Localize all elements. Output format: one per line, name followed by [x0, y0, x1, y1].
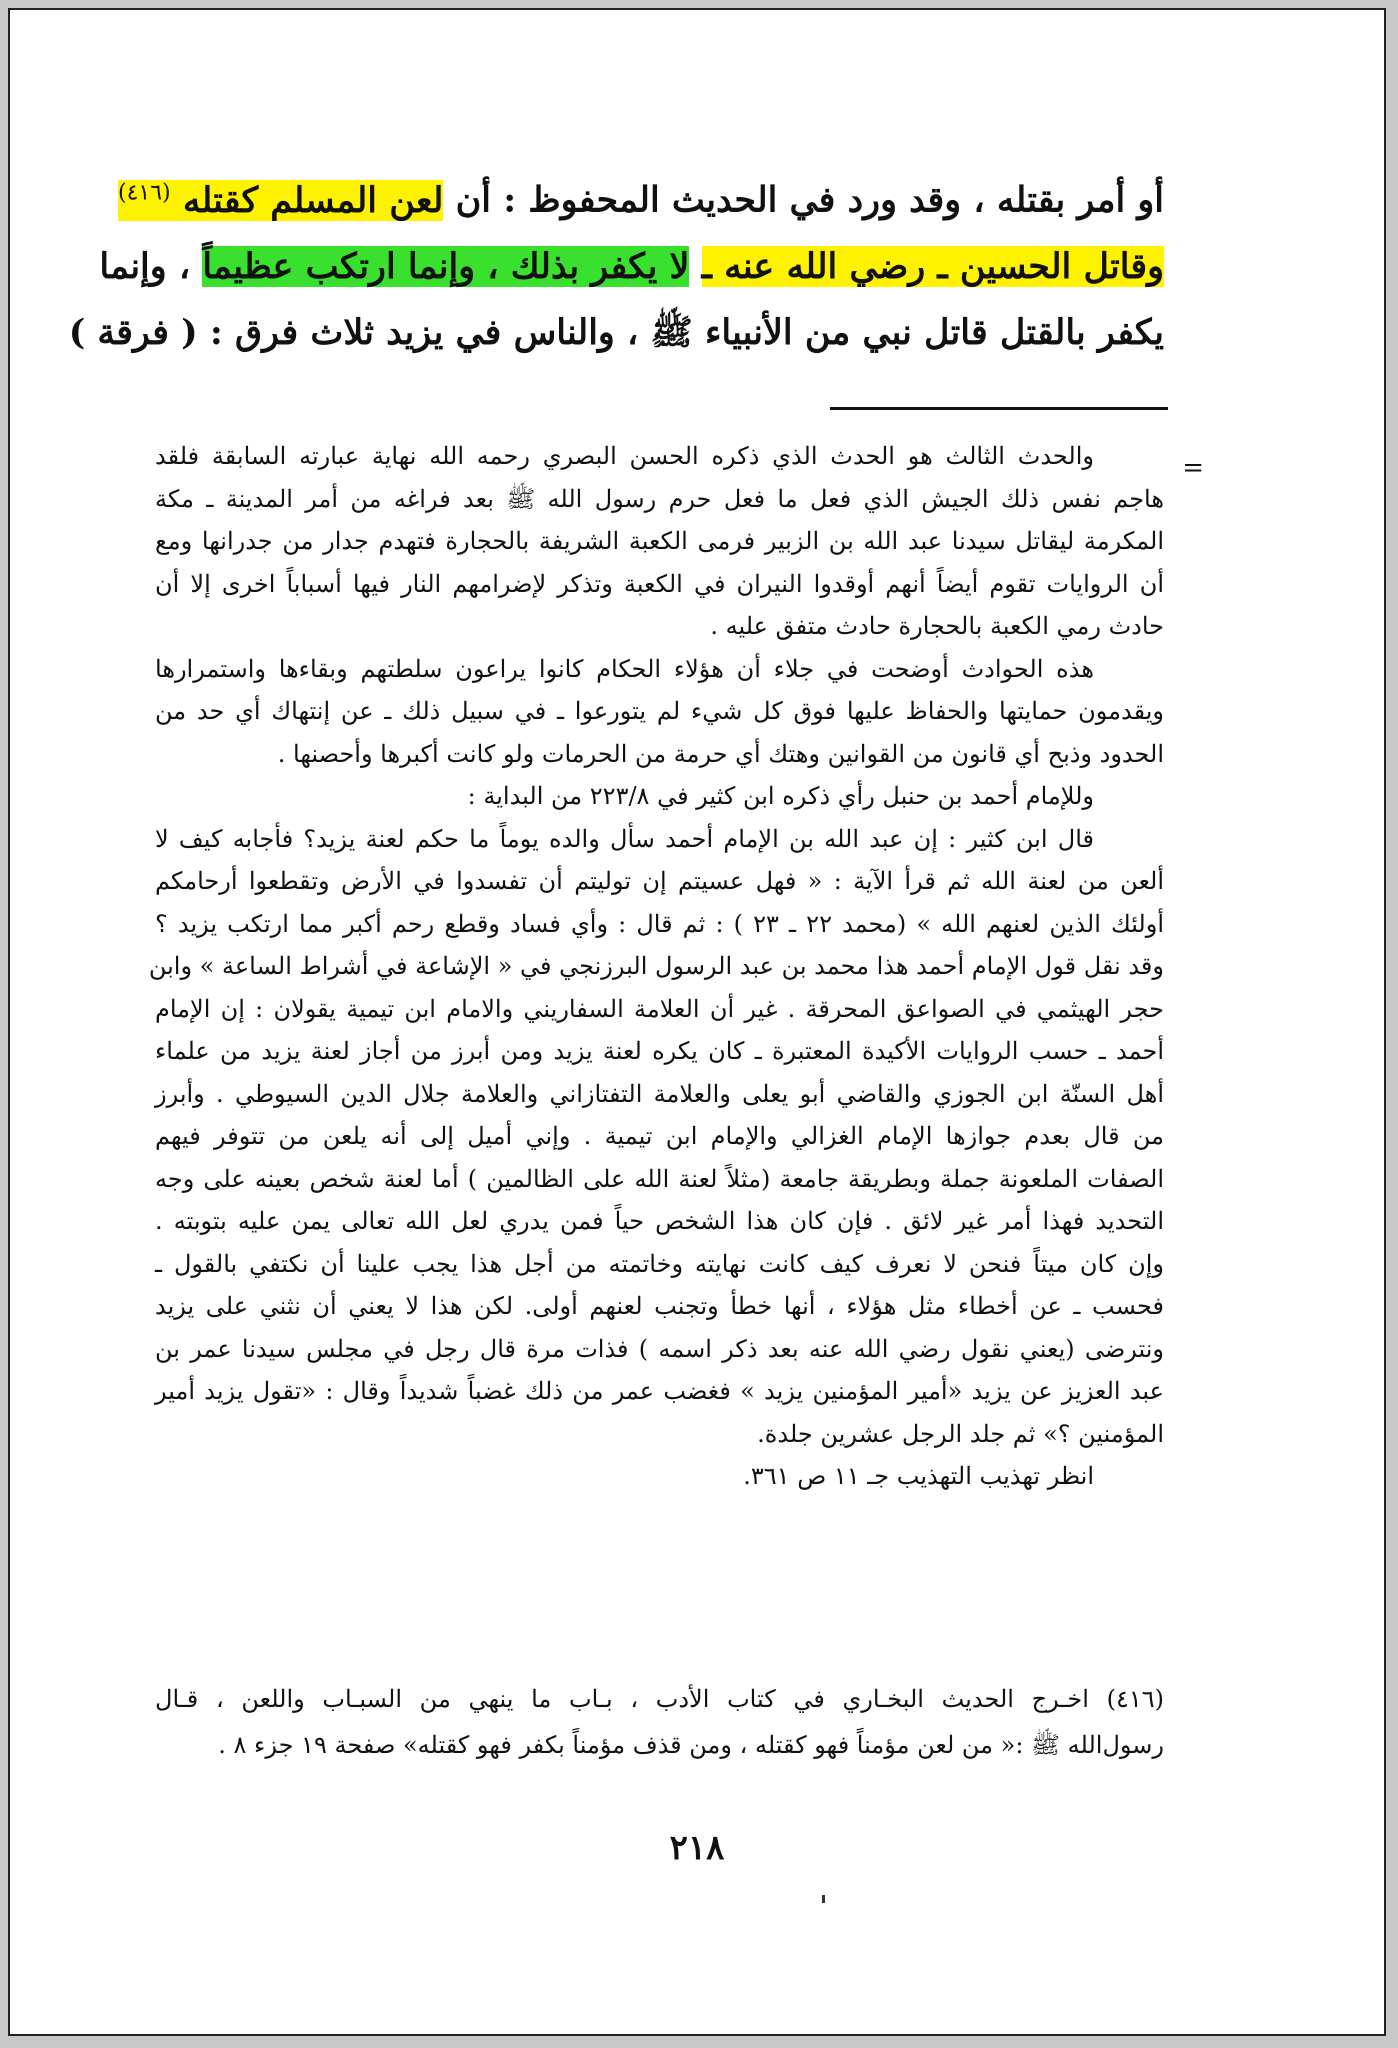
notes-line: حجر الهيثمي في الصواعق المحرقة . غير أن العلامة السفاريني والامام ابن تيمية يقولان : إن الإمام: [155, 994, 1164, 1023]
footnote-reference: (٤١٦): [118, 180, 171, 205]
notes-line: ويقدمون حمايتها والحفاظ عليها فوق كل شيء لم يتورعوا ـ في سبيل ذلك ـ عن إنتهاك أي حد من: [155, 697, 1165, 725]
notes-paragraph-2: [155, 648, 1164, 776]
notes-line: المكرمة ليقاتل سيدنا عبد الله بن الزبير فرمى الكعبة الشريفة بالحجارة فتهدم جدار من جدرانها ومع: [155, 527, 1164, 555]
main-text: [68, 160, 1164, 366]
highlighted-phrase-1: لعن المسلم كقتله: [182, 179, 444, 221]
notes-line: والحدث الثالث هو الحدث الذي ذكره الحسن البصري رحمه الله نهاية عبارته السابقة فلقد: [155, 442, 1094, 470]
highlight-yellow-1: [118, 180, 443, 221]
document-page: [8, 8, 1386, 2036]
footnote-line: (٤١٦) اخـرج الحديث البخـاري في كتاب الأدب ، بـاب ما ينهي من السبـاب واللعن ، قـال: [155, 1685, 1164, 1713]
main-line-2: [99, 234, 1164, 300]
separator-rule: [830, 407, 1168, 410]
main-line-1-text: أو أمر بقتله ، وقد ورد في الحديث المحفوظ : أن: [455, 179, 1164, 221]
main-line-3: يكفر بالقتل قاتل نبي من الأنبياء ﷺ ، والناس في يزيد ثلاث فرق : ( فرقة ): [68, 311, 1164, 353]
notes-line: الحدود وذبح أي قانون من القوانين وهتك أي حرمة من الحرمات ولو كانت أكبرها وأحصنها .: [277, 739, 1164, 768]
notes-line: أولئك الذين لعنهم الله » (محمد ٢٢ ـ ٢٣ ) : ثم قال : وأي فساد وقطع رحم أكبر مما ارتكب يزيد ؟: [155, 909, 1165, 938]
notes-reference-line: انظر تهذيب التهذيب جـ ١١ ص ٣٦١.: [743, 1462, 1094, 1490]
notes-line: هاجم نفس ذلك الجيش الذي فعل ما فعل حرم رسول الله ﷺ بعد فراغه من أمر المدينة ـ مكة: [155, 484, 1165, 513]
notes-line: عبد العزيز عن يزيد «أمير المؤمنين يزيد » فغضب عمر من ذلك غضباً شديداً وقال : «تقول يزيد أمير: [155, 1377, 1164, 1405]
footnote-line: رسول‌الله ﷺ :« من لعن مؤمناً فهو كقتله ، ومن قذف مؤمناً بكفر فهو كقتله» صفحة ١٩ جزء ٨ .: [218, 1731, 1164, 1759]
footnote: [155, 1676, 1164, 1768]
notes-line: أهل السنّة ابن الجوزي والقاضي أبو يعلى والعلامة التفتازاني والعلامة جلال الدين السيوطي . وأبرز: [155, 1079, 1164, 1108]
page-number: ٢١٨: [669, 1828, 725, 1868]
notes-line: من قال بعدم جوازها الإمام الغزالي والإمام ابن تيمية . وإني أميل إلى أنه يلعن من تتوفر فيهم: [155, 1122, 1164, 1150]
notes-line: أحمد ـ حسب الروايات الأكيدة المعتبرة ـ كان يكره لعنة يزيد ومن أبرز من أجاز لعنة يزيد من علماء: [155, 1037, 1165, 1065]
main-line-1: [118, 160, 1164, 234]
notes-line: هذه الحوادث أوضحت في جلاء أن هؤلاء الحكام كانوا يراعون سلطتهم وبقاءها واستمرارها: [155, 654, 1094, 683]
notes-line: وقد نقل قول الإمام أحمد هذا محمد بن عبد الرسول البرزنجي في « الإشاعة في أشراط الساعة » وابن: [148, 952, 1164, 980]
notes-line: التحديد فهذا أمر غير لائق . فإن كان هذا الشخص حياً فمن يدري لعل الله تعالى يمن عليه بتوبته .: [155, 1207, 1164, 1235]
notes-line: فحسب ـ عن أخطاء مثل هؤلاء ، أنها خطأ وتجنب لعنهم أولى. لكن هذا لا يعني أن نثني على يزيد: [155, 1292, 1164, 1320]
highlight-green: لا يكفر بذلك ، وإنما ارتكب عظيماً: [202, 245, 690, 287]
highlight-yellow-2: وقاتل الحسين ـ رضي الله عنه ـ: [701, 245, 1164, 287]
notes-line: ألعن من لعنة الله ثم قرأ الآية : « فهل عسيتم إن توليتم أن تفسدوا في الأرض وتقطعوا أرحامكم: [155, 867, 1165, 895]
notes-paragraph-4: [148, 818, 1165, 1456]
notes-line: أن الروايات تقوم أيضاً أنهم أوقدوا النيران في الكعبة وتذكر لإضرامهم النار فيها أسباباً اخرى إلا أن: [155, 569, 1164, 598]
notes-line: ونترضى (يعني نقول رضي الله عنه بعد ذكر اسمه ) فذات مرة قال رجل في مجلس سيدنا عمر بن: [155, 1334, 1164, 1363]
notes-line: قال ابن كثير : إن عبد الله بن الإمام أحمد سأل والده يوماً ما حكم لعنة يزيد؟ فأجابه كيف لا: [155, 824, 1094, 853]
page-mark: [822, 1895, 825, 1903]
notes-line: الصفات الملعونة جملة وبطريقة جامعة (مثلاً لعنة الله على الظالمين ) أما لعنة شخص بعينه على وجه: [155, 1164, 1164, 1193]
notes-line: المؤمنين ؟» ثم جلد الرجل عشرين جلدة.: [757, 1419, 1164, 1448]
notes-line: وللإمام أحمد بن حنبل رأي ذكره ابن كثير في ٢٢٣/٨ من البداية :: [467, 782, 1094, 810]
notes-paragraph-3: [155, 775, 1164, 818]
notes-line: وإن كان ميتاً فنحن لا نعرف كيف كانت نهايته وخاتمته من أجل هذا يجب علينا أن نكتفي بالقول ـ: [155, 1249, 1164, 1278]
continued-notes: [148, 435, 1204, 1498]
notes-paragraph-1: [155, 435, 1164, 648]
notes-line: حادث رمي الكعبة بالحجارة حادث متفق عليه .: [710, 612, 1164, 640]
main-line-2-text: ، وإنما: [99, 245, 191, 287]
continuation-mark: =: [1182, 453, 1204, 483]
notes-paragraph-5: [155, 1455, 1164, 1498]
